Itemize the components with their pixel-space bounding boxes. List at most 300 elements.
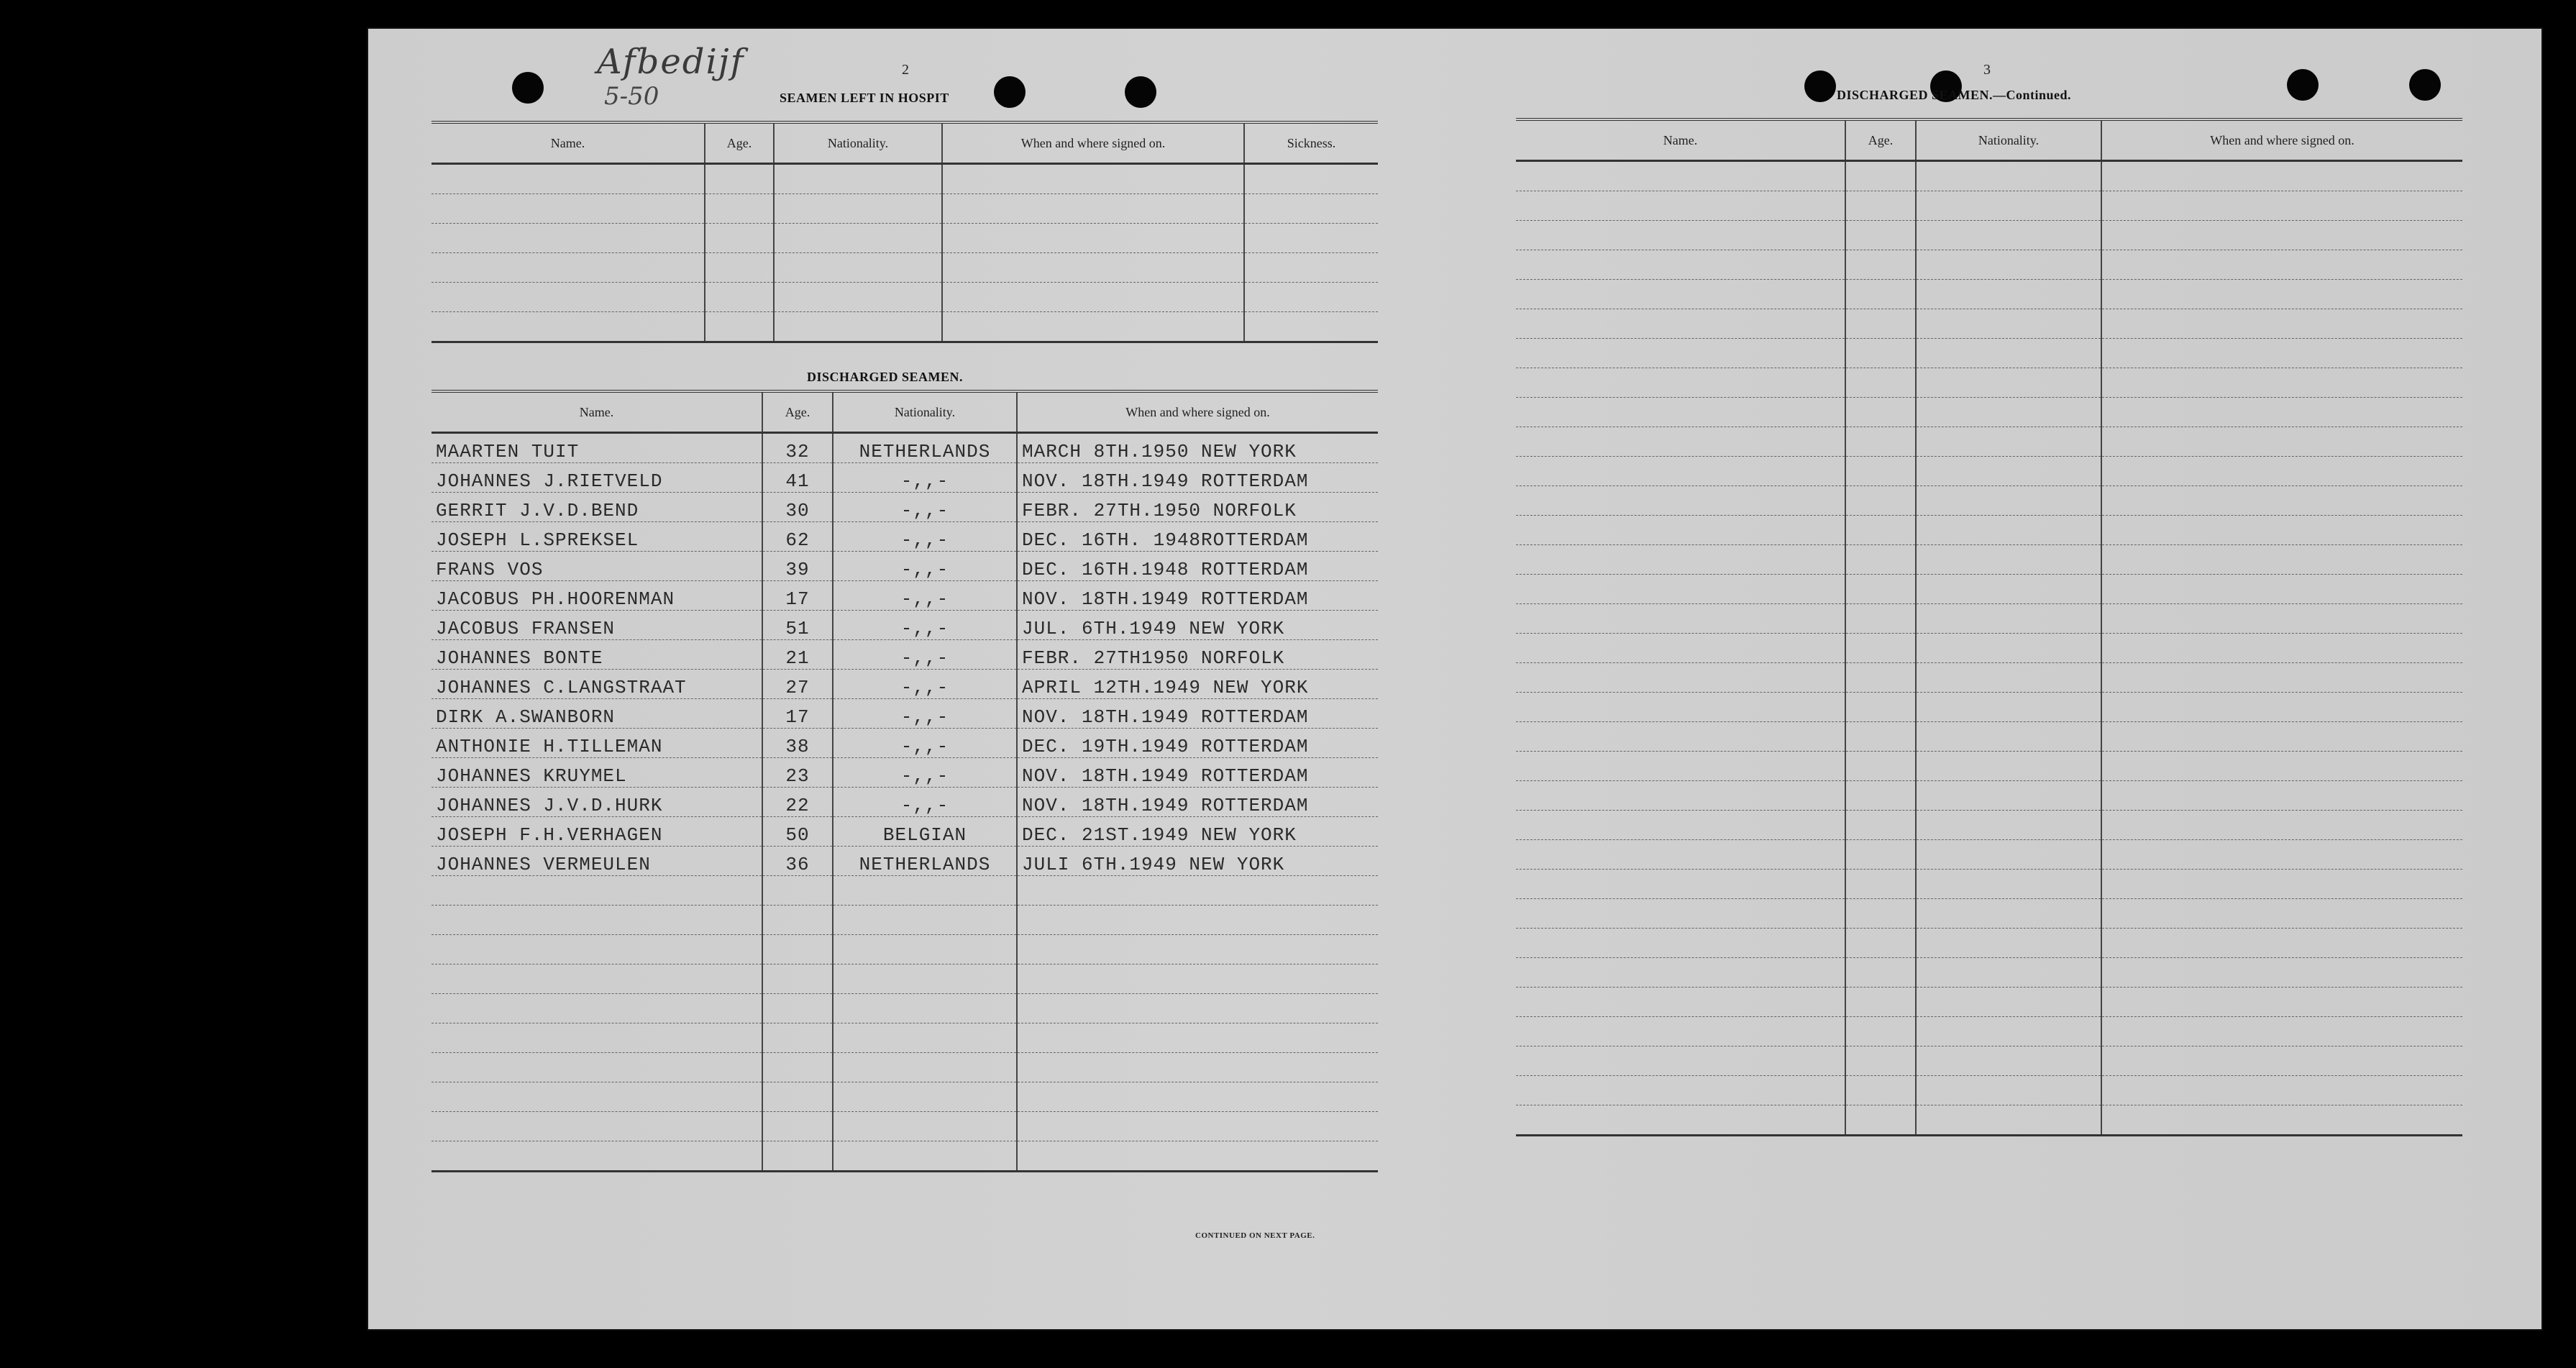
continued-cell	[1516, 250, 1845, 280]
discharged-row	[431, 1141, 1378, 1172]
discharged-cell	[431, 906, 762, 935]
discharged-cell	[431, 1053, 762, 1082]
discharged-cell	[431, 1141, 762, 1172]
hospital-row	[431, 194, 1378, 224]
discharged-row	[431, 788, 1378, 817]
discharged-cell: 27	[762, 670, 833, 699]
discharged-cell: FRANS VOS	[431, 552, 762, 581]
continued-cell	[2101, 958, 2462, 988]
hospital-cell	[942, 283, 1244, 312]
continued-cell	[1845, 221, 1916, 250]
continued-cell	[1845, 1105, 1916, 1136]
discharged-row	[431, 1053, 1378, 1082]
continued-cell	[2101, 368, 2462, 398]
discharged-cell: 17	[762, 581, 833, 611]
continued-cell	[1516, 870, 1845, 899]
discharged-row	[431, 729, 1378, 758]
hospital-cell	[942, 194, 1244, 224]
right-section-title: DISCHARGED SEAMEN.—Continued.	[1837, 88, 2072, 102]
document-sheet	[368, 29, 2541, 1329]
hospital-cell	[774, 253, 942, 283]
discharged-cell	[833, 1082, 1017, 1112]
continued-row	[1516, 929, 2462, 958]
hospital-cell	[774, 224, 942, 253]
continued-cell	[1516, 545, 1845, 575]
punch-hole	[2409, 69, 2441, 101]
punch-hole	[994, 76, 1026, 108]
hospital-cell	[705, 253, 774, 283]
continued-cell	[2101, 280, 2462, 309]
continued-cell	[1845, 161, 1916, 191]
continued-cell	[1845, 545, 1916, 575]
discharged-cell: MAARTEN TUIT	[431, 433, 762, 463]
discharged-row	[431, 699, 1378, 729]
discharged-cell: -,,-	[833, 788, 1017, 817]
discharged-cell: 17	[762, 699, 833, 729]
continued-row	[1516, 191, 2462, 221]
discharged-cell: -,,-	[833, 552, 1017, 581]
continued-cell	[2101, 752, 2462, 781]
hospital-cell	[705, 224, 774, 253]
continued-cell	[2101, 457, 2462, 486]
discharged-cell: JOSEPH F.H.VERHAGEN	[431, 817, 762, 847]
continued-cell	[1845, 988, 1916, 1017]
continued-cell	[2101, 545, 2462, 575]
continued-cell	[1916, 1076, 2101, 1105]
continued-cell	[1516, 1076, 1845, 1105]
continued-cell	[1845, 427, 1916, 457]
discharged-cell: JOHANNES C.LANGSTRAAT	[431, 670, 762, 699]
continued-cell	[1845, 899, 1916, 929]
continued-row	[1516, 604, 2462, 634]
discharged-table	[431, 390, 1378, 1172]
discharged-cell	[1017, 876, 1378, 906]
continued-cell	[2101, 250, 2462, 280]
continued-cell	[2101, 634, 2462, 663]
continued-cell	[1916, 663, 2101, 693]
continued-cell	[1916, 161, 2101, 191]
continued-cell	[1516, 722, 1845, 752]
hospital-column-header: When and where signed on.	[942, 122, 1244, 164]
continued-cell	[1845, 191, 1916, 221]
continued-cell	[1916, 722, 2101, 752]
discharged-cell: 51	[762, 611, 833, 640]
discharged-cell: MARCH 8TH.1950 NEW YORK	[1017, 433, 1378, 463]
discharged-cell: 23	[762, 758, 833, 788]
right-page-number: 3	[1983, 62, 1991, 78]
continued-cell	[2101, 221, 2462, 250]
continued-cell	[1845, 870, 1916, 899]
continued-cell	[1916, 368, 2101, 398]
discharged-cell	[833, 1112, 1017, 1141]
discharged-cell: -,,-	[833, 522, 1017, 552]
continued-cell	[1845, 958, 1916, 988]
continued-cell	[2101, 575, 2462, 604]
continued-cell	[1845, 929, 1916, 958]
continued-cell	[2101, 1105, 2462, 1136]
discharged-cell	[1017, 906, 1378, 935]
discharged-cell: 41	[762, 463, 833, 493]
continued-cell	[1516, 1046, 1845, 1076]
discharged-cell	[762, 1053, 833, 1082]
discharged-cell	[833, 1053, 1017, 1082]
continued-cell	[1916, 427, 2101, 457]
hospital-cell	[942, 253, 1244, 283]
discharged-cell	[431, 965, 762, 994]
discharged-cell	[1017, 1112, 1378, 1141]
continued-cell	[1916, 929, 2101, 958]
discharged-row	[431, 994, 1378, 1023]
continued-cell	[1916, 811, 2101, 840]
continued-cell	[2101, 427, 2462, 457]
discharged-cell: APRIL 12TH.1949 NEW YORK	[1017, 670, 1378, 699]
left-page-number: 2	[902, 62, 909, 78]
continued-cell	[1916, 309, 2101, 339]
continued-row	[1516, 368, 2462, 398]
continued-cell	[1516, 427, 1845, 457]
discharged-column-header: Age.	[762, 391, 833, 433]
continued-cell	[1516, 309, 1845, 339]
continued-cell	[1845, 368, 1916, 398]
continued-row	[1516, 693, 2462, 722]
continued-cell	[1516, 368, 1845, 398]
continued-cell	[2101, 870, 2462, 899]
discharged-cell: -,,-	[833, 493, 1017, 522]
hospital-cell	[774, 283, 942, 312]
hospital-cell	[705, 194, 774, 224]
continued-row	[1516, 1017, 2462, 1046]
hospital-cell	[705, 283, 774, 312]
discharged-column-header: Nationality.	[833, 391, 1017, 433]
discharged-cell	[762, 1112, 833, 1141]
punch-hole	[1804, 70, 1836, 102]
continued-cell	[1916, 280, 2101, 309]
discharged-cell	[1017, 965, 1378, 994]
continued-column-header: Age.	[1845, 119, 1916, 161]
continued-cell	[2101, 1046, 2462, 1076]
discharged-cell: -,,-	[833, 640, 1017, 670]
continued-cell	[2101, 988, 2462, 1017]
discharged-cell	[431, 876, 762, 906]
discharged-cell	[1017, 1141, 1378, 1172]
discharged-cell: NETHERLANDS	[833, 433, 1017, 463]
discharged-cell	[833, 906, 1017, 935]
continued-row	[1516, 516, 2462, 545]
hospital-row	[431, 253, 1378, 283]
continued-cell	[2101, 1017, 2462, 1046]
discharged-cell	[833, 994, 1017, 1023]
hospital-row	[431, 283, 1378, 312]
continued-cell	[1916, 634, 2101, 663]
continued-cell	[2101, 161, 2462, 191]
discharged-cell: -,,-	[833, 611, 1017, 640]
continued-cell	[1845, 752, 1916, 781]
hospital-cell	[942, 164, 1244, 194]
continued-cell	[1516, 988, 1845, 1017]
continued-row	[1516, 811, 2462, 840]
discharged-row	[431, 758, 1378, 788]
continued-cell	[2101, 398, 2462, 427]
discharged-cell	[833, 1023, 1017, 1053]
discharged-cell: 21	[762, 640, 833, 670]
continued-cell	[1916, 604, 2101, 634]
continued-cell	[1916, 545, 2101, 575]
continued-cell	[2101, 604, 2462, 634]
discharged-cell	[762, 935, 833, 965]
continued-cell	[1845, 309, 1916, 339]
hospital-cell	[431, 312, 705, 342]
continued-cell	[1845, 250, 1916, 280]
continued-cell	[1845, 722, 1916, 752]
discharged-cell	[431, 1082, 762, 1112]
continued-cell	[1916, 781, 2101, 811]
discharged-cell: JACOBUS FRANSEN	[431, 611, 762, 640]
continued-row	[1516, 545, 2462, 575]
continued-row	[1516, 840, 2462, 870]
hospital-row	[431, 164, 1378, 194]
discharged-cell	[762, 1082, 833, 1112]
discharged-row	[431, 935, 1378, 965]
continued-row	[1516, 634, 2462, 663]
discharged-row	[431, 463, 1378, 493]
discharged-row	[431, 611, 1378, 640]
continued-cell	[1516, 339, 1845, 368]
discharged-cell: JOHANNES VERMEULEN	[431, 847, 762, 876]
continued-cell	[1916, 398, 2101, 427]
continued-cell	[1845, 1017, 1916, 1046]
discharged-cell: DEC. 19TH.1949 ROTTERDAM	[1017, 729, 1378, 758]
continued-cell	[1845, 634, 1916, 663]
hospital-column-header: Sickness.	[1244, 122, 1378, 164]
continued-row	[1516, 575, 2462, 604]
hospital-column-header: Nationality.	[774, 122, 942, 164]
continued-row	[1516, 221, 2462, 250]
continued-cell	[1845, 840, 1916, 870]
continued-cell	[1845, 1046, 1916, 1076]
continued-cell	[1516, 781, 1845, 811]
discharged-row	[431, 640, 1378, 670]
continued-cell	[2101, 781, 2462, 811]
hospital-cell	[1244, 312, 1378, 342]
continued-row	[1516, 899, 2462, 929]
continued-cell	[1916, 457, 2101, 486]
discharged-row	[431, 522, 1378, 552]
continued-cell	[1916, 988, 2101, 1017]
continued-cell	[1845, 1076, 1916, 1105]
hospital-table	[431, 121, 1378, 343]
discharged-cell	[833, 935, 1017, 965]
discharged-cell	[1017, 1082, 1378, 1112]
continued-cell	[1845, 486, 1916, 516]
discharged-cell: JUL. 6TH.1949 NEW YORK	[1017, 611, 1378, 640]
continued-cell	[1516, 516, 1845, 545]
continued-cell	[1916, 486, 2101, 516]
discharged-cell	[833, 1141, 1017, 1172]
discharged-cell: 62	[762, 522, 833, 552]
continued-cell	[1916, 1046, 2101, 1076]
continued-row	[1516, 280, 2462, 309]
continued-column-header: Name.	[1516, 119, 1845, 161]
hospital-cell	[1244, 283, 1378, 312]
discharged-cell	[833, 965, 1017, 994]
continued-cell	[1516, 1017, 1845, 1046]
continued-row	[1516, 870, 2462, 899]
continued-cell	[2101, 840, 2462, 870]
continued-cell	[1516, 575, 1845, 604]
discharged-cell: 39	[762, 552, 833, 581]
discharged-cell: 50	[762, 817, 833, 847]
discharged-cell: -,,-	[833, 699, 1017, 729]
hospital-cell	[774, 312, 942, 342]
discharged-row	[431, 906, 1378, 935]
hospital-row	[431, 312, 1378, 342]
continued-cell	[1845, 693, 1916, 722]
continued-cell	[1516, 604, 1845, 634]
continued-cell	[1516, 752, 1845, 781]
continued-cell	[2101, 811, 2462, 840]
continued-cell	[1916, 899, 2101, 929]
continued-cell	[1845, 516, 1916, 545]
punch-hole	[512, 72, 544, 104]
discharged-cell: 38	[762, 729, 833, 758]
discharged-cell: NOV. 18TH.1949 ROTTERDAM	[1017, 581, 1378, 611]
hospital-cell	[942, 312, 1244, 342]
hospital-cell	[705, 164, 774, 194]
discharged-cell: NOV. 18TH.1949 ROTTERDAM	[1017, 699, 1378, 729]
hospital-section-title: SEAMEN LEFT IN HOSPIT	[780, 91, 949, 105]
hospital-row	[431, 224, 1378, 253]
continued-cell	[1516, 693, 1845, 722]
continued-row	[1516, 427, 2462, 457]
discharged-cell: GERRIT J.V.D.BEND	[431, 493, 762, 522]
continued-row	[1516, 722, 2462, 752]
continued-cell	[2101, 516, 2462, 545]
continued-cell	[1516, 280, 1845, 309]
discharged-cell: FEBR. 27TH.1950 NORFOLK	[1017, 493, 1378, 522]
discharged-cell: NOV. 18TH.1949 ROTTERDAM	[1017, 463, 1378, 493]
discharged-row	[431, 670, 1378, 699]
continued-cell	[1516, 929, 1845, 958]
hospital-cell	[431, 253, 705, 283]
continued-cell	[2101, 663, 2462, 693]
continued-row	[1516, 250, 2462, 280]
discharged-cell: JOHANNES KRUYMEL	[431, 758, 762, 788]
continued-cell	[2101, 1076, 2462, 1105]
discharged-cell: 30	[762, 493, 833, 522]
discharged-row	[431, 433, 1378, 463]
continued-cell	[1516, 486, 1845, 516]
discharged-cell: DEC. 16TH. 1948ROTTERDAM	[1017, 522, 1378, 552]
hospital-cell	[774, 194, 942, 224]
continued-cell	[1516, 663, 1845, 693]
discharged-cell: -,,-	[833, 670, 1017, 699]
continued-cell	[1916, 516, 2101, 545]
continued-cell	[1516, 457, 1845, 486]
continued-table	[1516, 118, 2462, 1136]
hospital-cell	[431, 164, 705, 194]
continued-cell	[2101, 339, 2462, 368]
continued-cell	[1916, 250, 2101, 280]
discharged-row	[431, 581, 1378, 611]
continued-cell	[1845, 398, 1916, 427]
discharged-cell: JULI 6TH.1949 NEW YORK	[1017, 847, 1378, 876]
continued-cell	[2101, 486, 2462, 516]
continued-row	[1516, 309, 2462, 339]
continued-cell	[1516, 811, 1845, 840]
hospital-cell	[1244, 164, 1378, 194]
hospital-cell	[431, 224, 705, 253]
hospital-cell	[705, 312, 774, 342]
discharged-cell: 36	[762, 847, 833, 876]
continued-cell	[1845, 575, 1916, 604]
discharged-cell: -,,-	[833, 758, 1017, 788]
discharged-cell	[833, 876, 1017, 906]
continued-cell	[1516, 398, 1845, 427]
continued-cell	[1516, 899, 1845, 929]
continued-row	[1516, 1105, 2462, 1136]
continued-row	[1516, 486, 2462, 516]
continued-row	[1516, 339, 2462, 368]
discharged-cell: FEBR. 27TH1950 NORFOLK	[1017, 640, 1378, 670]
continued-cell	[2101, 722, 2462, 752]
punch-hole	[1125, 76, 1156, 108]
discharged-cell	[762, 906, 833, 935]
continued-cell	[1916, 575, 2101, 604]
continued-row	[1516, 398, 2462, 427]
discharged-cell: JOHANNES J.V.D.HURK	[431, 788, 762, 817]
hospital-cell	[774, 164, 942, 194]
discharged-section-title: DISCHARGED SEAMEN.	[807, 370, 964, 384]
discharged-cell: 32	[762, 433, 833, 463]
discharged-row	[431, 876, 1378, 906]
continued-cell	[1916, 693, 2101, 722]
discharged-cell: -,,-	[833, 581, 1017, 611]
continued-cell	[1845, 663, 1916, 693]
continued-row	[1516, 161, 2462, 191]
continued-cell	[1845, 280, 1916, 309]
continued-row	[1516, 752, 2462, 781]
discharged-row	[431, 1112, 1378, 1141]
continued-cell	[2101, 899, 2462, 929]
continued-cell	[2101, 929, 2462, 958]
discharged-cell	[1017, 994, 1378, 1023]
continued-row	[1516, 988, 2462, 1017]
continued-cell	[1845, 604, 1916, 634]
discharged-column-header: When and where signed on.	[1017, 391, 1378, 433]
continued-row	[1516, 781, 2462, 811]
discharged-cell	[431, 1023, 762, 1053]
punch-hole	[2287, 69, 2319, 101]
discharged-row	[431, 817, 1378, 847]
discharged-cell: -,,-	[833, 463, 1017, 493]
discharged-cell: -,,-	[833, 729, 1017, 758]
discharged-row	[431, 1082, 1378, 1112]
discharged-cell: 22	[762, 788, 833, 817]
discharged-column-header: Name.	[431, 391, 762, 433]
hospital-cell	[942, 224, 1244, 253]
continued-cell	[1845, 339, 1916, 368]
continued-cell	[2101, 191, 2462, 221]
discharged-cell	[762, 994, 833, 1023]
continued-cell	[1845, 457, 1916, 486]
hospital-cell	[431, 194, 705, 224]
hospital-cell	[1244, 253, 1378, 283]
continued-column-header: Nationality.	[1916, 119, 2101, 161]
continued-cell	[1916, 1017, 2101, 1046]
discharged-row	[431, 552, 1378, 581]
continued-cell	[1916, 339, 2101, 368]
continued-cell	[1845, 811, 1916, 840]
